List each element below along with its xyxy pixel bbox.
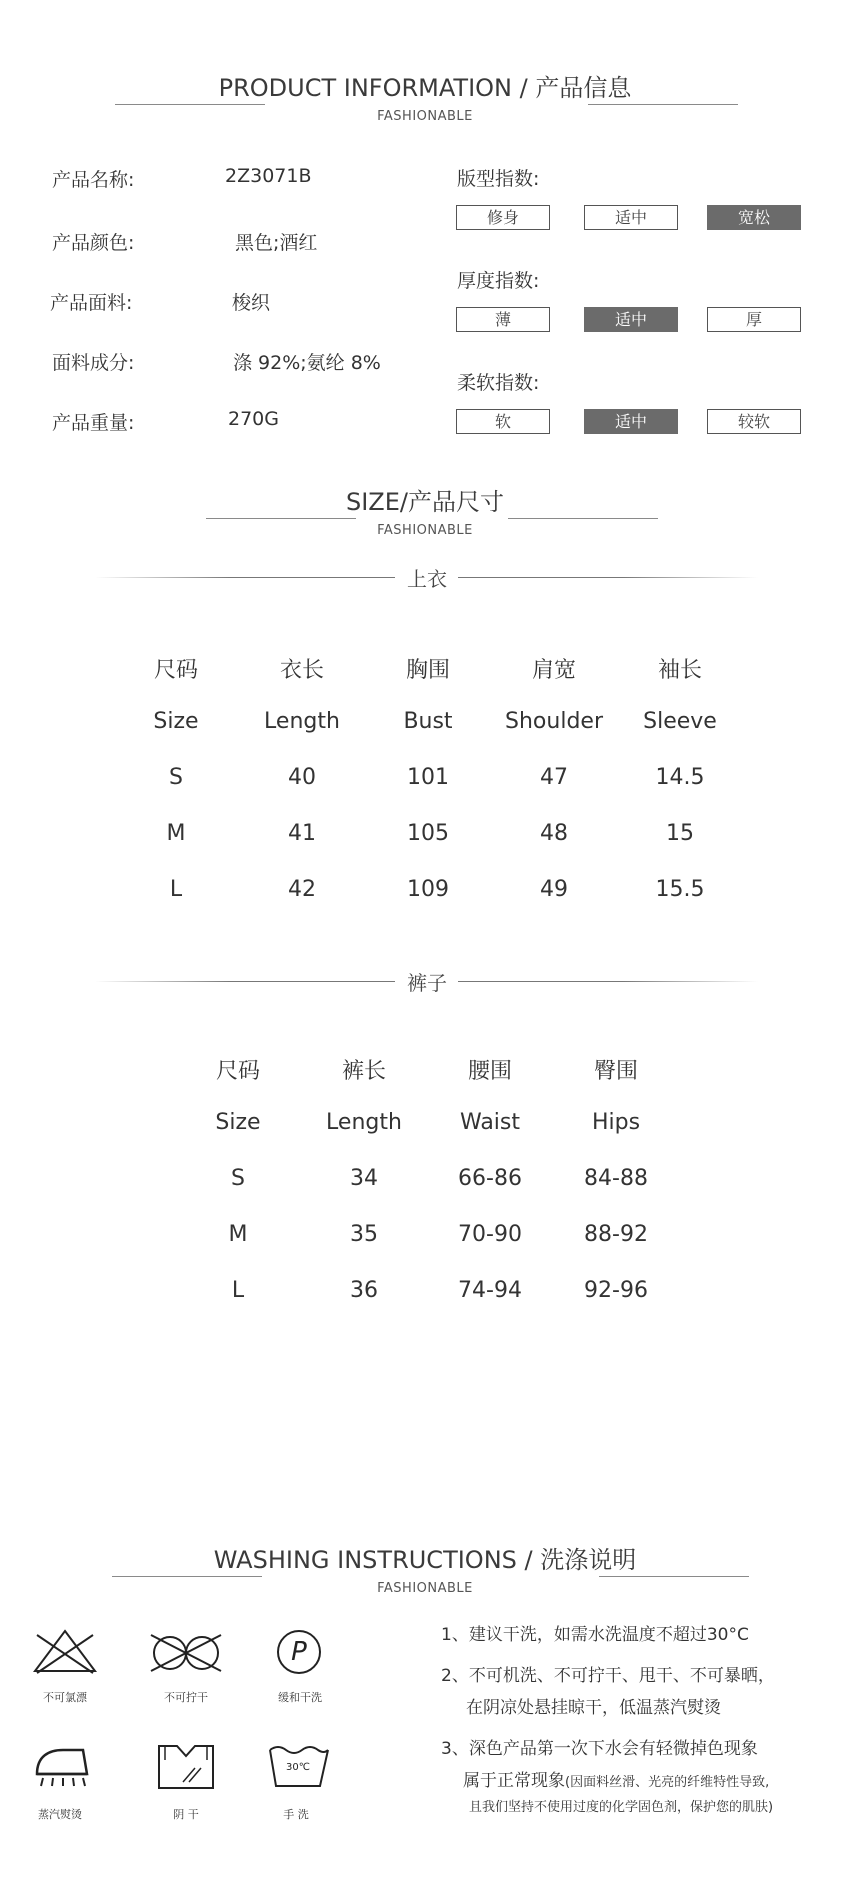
softness-option-medium: 适中 [584, 409, 678, 434]
table-header: Hips [591, 1110, 641, 1135]
info-value-composition: 涤 92%;氨纶 8% [233, 352, 381, 374]
care-caption: 阴 干 [173, 1808, 199, 1821]
softness-option-soft: 软 [456, 409, 550, 434]
table-header: Size [215, 1110, 261, 1135]
thickness-option-thick: 厚 [707, 307, 801, 332]
info-value-fabric: 梭织 [232, 292, 271, 314]
top-divider-right [458, 577, 758, 578]
softness-option-firm: 较软 [707, 409, 801, 434]
table-cell: 70-90 [458, 1222, 522, 1247]
care-caption: 蒸汽熨烫 [38, 1808, 82, 1821]
shade-dry-icon [155, 1742, 217, 1792]
table-cell: 88-92 [584, 1222, 648, 1247]
fit-option-regular: 适中 [584, 205, 678, 230]
table-cell: 36 [350, 1278, 378, 1303]
table-header: Length [326, 1110, 402, 1135]
size-title: SIZE/产品尺寸 [345, 488, 504, 516]
table-cell: 105 [407, 821, 449, 846]
table-cell: L [169, 877, 183, 902]
fit-option-loose: 宽松 [707, 205, 801, 230]
washing-note-2b: 在阴凉处悬挂晾干，低温蒸汽熨烫 [466, 1698, 721, 1718]
thickness-option-thin: 薄 [456, 307, 550, 332]
no-bleach-icon [31, 1627, 99, 1675]
table-cell: 35 [350, 1222, 378, 1247]
washing-note-2: 2、不可机洗、不可拧干、甩干、不可暴晒， [441, 1666, 775, 1686]
info-label-fabric: 产品面料: [50, 292, 133, 314]
info-label-composition: 面料成分: [52, 352, 135, 374]
table-cell: 74-94 [458, 1278, 522, 1303]
table-header: 腰围 [467, 1059, 512, 1084]
care-caption: 手 洗 [283, 1808, 309, 1821]
table-header: 胸围 [405, 658, 450, 683]
table-cell: 47 [540, 765, 568, 790]
care-caption: 不可氯漂 [43, 1691, 87, 1704]
washing-note-1: 1、建议干洗，如需水洗温度不超过30°C [441, 1625, 749, 1645]
pants-divider-right [458, 981, 758, 982]
size-rule-right [508, 518, 658, 519]
washing-title: WASHING INSTRUCTIONS / 洗涤说明 [213, 1546, 637, 1574]
hand-wash-temp: 30℃ [286, 1762, 310, 1773]
table-cell: M [166, 821, 186, 846]
washing-note-3b-main: 属于正常现象 [463, 1771, 565, 1791]
table-cell: S [169, 765, 183, 790]
table-cell: 48 [540, 821, 568, 846]
table-header: 裤长 [341, 1059, 386, 1084]
washing-note-3b-paren: (因面料丝滑、光亮的纤维特性导致, [565, 1775, 770, 1790]
washing-rule-left [112, 1576, 262, 1577]
thickness-index-label: 厚度指数: [457, 270, 540, 292]
care-caption: 缓和干洗 [278, 1691, 322, 1704]
table-cell: M [228, 1222, 248, 1247]
washing-note-3b [463, 1766, 769, 1791]
fit-option-slim: 修身 [456, 205, 550, 230]
table-cell: 42 [288, 877, 316, 902]
size-subtitle: FASHIONABLE [377, 523, 473, 538]
table-cell: 15 [666, 821, 694, 846]
table-cell: 101 [407, 765, 449, 790]
info-label-weight: 产品重量: [52, 412, 135, 434]
steam-iron-icon [33, 1742, 91, 1790]
table-header: 衣长 [279, 658, 324, 683]
table-cell: L [231, 1278, 245, 1303]
top-section-label: 上衣 [407, 567, 447, 591]
table-header: 袖长 [657, 658, 702, 683]
table-cell: 15.5 [655, 877, 705, 902]
washing-note-3c: 且我们坚持不使用过度的化学固色剂，保护您的肌肤) [469, 1800, 774, 1815]
table-header: Shoulder [505, 709, 603, 734]
table-header: 肩宽 [531, 658, 576, 683]
info-value-name: 2Z3071B [225, 165, 312, 187]
washing-subtitle: FASHIONABLE [377, 1581, 473, 1596]
table-cell: 34 [350, 1166, 378, 1191]
title-rule-left [115, 104, 265, 105]
table-header: Bust [403, 709, 453, 734]
dry-clean-p-icon: P [277, 1630, 321, 1674]
table-cell: 109 [407, 877, 449, 902]
fit-index-label: 版型指数: [457, 168, 540, 190]
thickness-option-medium: 适中 [584, 307, 678, 332]
hand-wash-icon [266, 1742, 330, 1790]
table-header: 臀围 [593, 1059, 638, 1084]
table-header: 尺码 [153, 658, 198, 683]
table-header: Length [264, 709, 340, 734]
table-cell: 66-86 [458, 1166, 522, 1191]
pants-divider-left [95, 981, 395, 982]
table-cell: 14.5 [655, 765, 705, 790]
table-cell: 92-96 [584, 1278, 648, 1303]
table-cell: 40 [288, 765, 316, 790]
top-divider-left [95, 577, 395, 578]
pants-section-label: 裤子 [407, 971, 447, 995]
info-label-name: 产品名称: [52, 169, 135, 191]
table-header: Sleeve [643, 709, 717, 734]
size-rule-left [206, 518, 356, 519]
care-caption: 不可拧干 [164, 1691, 208, 1704]
info-value-weight: 270G [228, 408, 279, 430]
product-info-subtitle: FASHIONABLE [377, 109, 473, 124]
washing-rule-right [599, 1576, 749, 1577]
table-header: 尺码 [215, 1059, 260, 1084]
table-header: Waist [459, 1110, 521, 1135]
no-wring-icon [145, 1631, 227, 1675]
info-value-color: 黑色;酒红 [235, 232, 318, 254]
table-cell: 41 [288, 821, 316, 846]
table-header: Size [153, 709, 199, 734]
table-cell: S [231, 1166, 245, 1191]
table-cell: 49 [540, 877, 568, 902]
product-info-title: PRODUCT INFORMATION / 产品信息 [218, 74, 632, 102]
title-rule-right [588, 104, 738, 105]
softness-index-label: 柔软指数: [457, 372, 540, 394]
info-label-color: 产品颜色: [52, 232, 135, 254]
washing-note-3: 3、深色产品第一次下水会有轻微掉色现象 [441, 1739, 758, 1759]
table-cell: 84-88 [584, 1166, 648, 1191]
